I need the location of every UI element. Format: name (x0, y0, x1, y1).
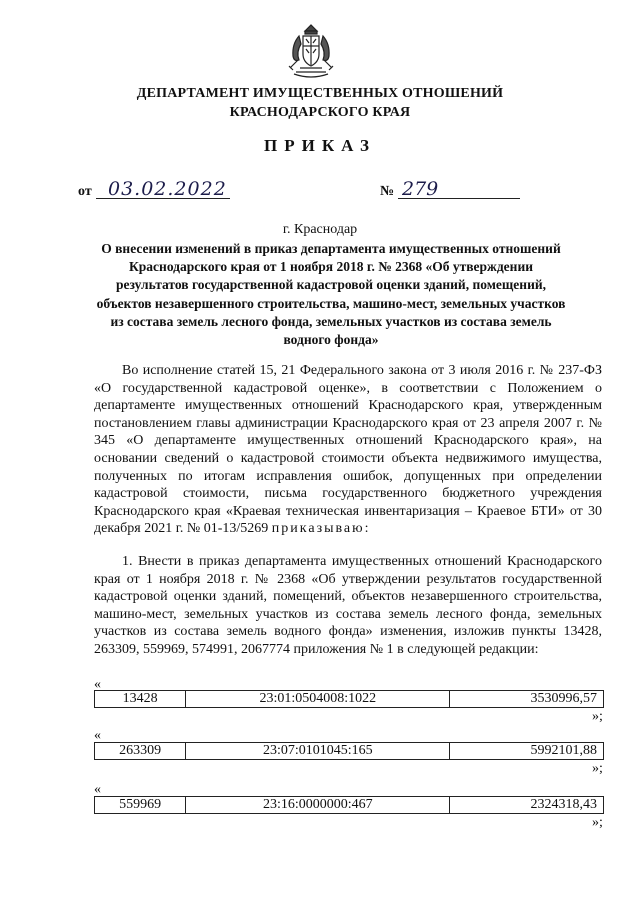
date-handwritten: 03.02.2022 (108, 178, 227, 200)
order-title: ПРИКАЗ (264, 136, 376, 155)
command-word: приказываю: (271, 521, 371, 537)
quote-close-1: »; (592, 709, 603, 724)
cadastral-value-cell: 2324318,43 (450, 797, 604, 814)
number-label: № (380, 184, 395, 199)
city-name: г. Краснодар (282, 222, 358, 237)
item-number-cell: 263309 (95, 743, 186, 760)
department-name-line2: КРАСНОДАРСКОГО КРАЯ (229, 105, 411, 120)
krasnodar-coat-of-arms-icon (286, 22, 336, 78)
cadastral-number-cell: 23:01:0504008:1022 (186, 691, 450, 708)
cadastral-value-cell: 5992101,88 (450, 743, 604, 760)
cadastral-number-cell: 23:16:0000000:467 (186, 797, 450, 814)
table-row (94, 690, 604, 708)
preamble-text: Во исполнение статей 15, 21 Федерального закона от 3 июля 2016 г. № 237-ФЗ «О государственной кадастровой оценке», в соответствии с Положением о департаменте имущественных отношений Краснодарского края, утвержденным постановлением главы администрации Краснодарского края от 23 апреля 2007 г. № 345 «О департаменте имущественных отношений Краснодарского края», на основании сведений о кадастровой стоимости объекта недвижимого имущества, полученных по итогам исправления ошибок, допущенных при определении кадастровой стоимости, письма государственного бюджетного учреждения Краснодарского края «Краевая техническая инвентаризация – Краевое БТИ» от 30 декабря 2021 г. № 01-13/5269 (94, 363, 602, 537)
date-number-row (0, 176, 640, 204)
date-label: от (78, 184, 92, 199)
order-subject: О внесении изменений в приказ департамента имущественных отношений Краснодарского края от 1 ноября 2018 г. № 2368 «Об утверждении результатов государственной кадастровой оценки зданий, помещений, объектов незавершенного строительства, машино-мест, земельных участков из состава земель лесного фонда, земельных участков из состава земель водного фонда» (96, 241, 566, 348)
quote-close-2: »; (592, 761, 603, 776)
clause-1-paragraph: 1. Внести в приказ департамента имущественных отношений Краснодарского края от 1 ноября 2018 г. № 2368 «Об утверждении результатов государственной кадастровой оценки зданий, помещений, объектов незавершенного строительства, машино-мест, земельных участков из состава земель лесного фонда, земельных участков из состава земель водного фонда» изменения, изложив пункты 13428, 263309, 559969, 574991, 2067774 приложения № 1 в следующей редакции: (94, 554, 602, 657)
table-row (94, 796, 604, 814)
quote-open-1: « (94, 677, 101, 692)
item-number-cell: 559969 (95, 797, 186, 814)
number-handwritten: 279 (402, 178, 439, 200)
department-name-line1: ДЕПАРТАМЕНТ ИМУЩЕСТВЕННЫХ ОТНОШЕНИЙ (136, 86, 504, 101)
quote-close-3: »; (592, 815, 603, 830)
item-number-cell: 13428 (95, 691, 186, 708)
cadastral-number-cell: 23:07:0101045:165 (186, 743, 450, 760)
quote-open-3: « (94, 782, 101, 797)
preamble-paragraph (94, 362, 602, 538)
table-row (94, 742, 604, 760)
quote-open-2: « (94, 728, 101, 743)
cadastral-value-cell: 3530996,57 (450, 691, 604, 708)
